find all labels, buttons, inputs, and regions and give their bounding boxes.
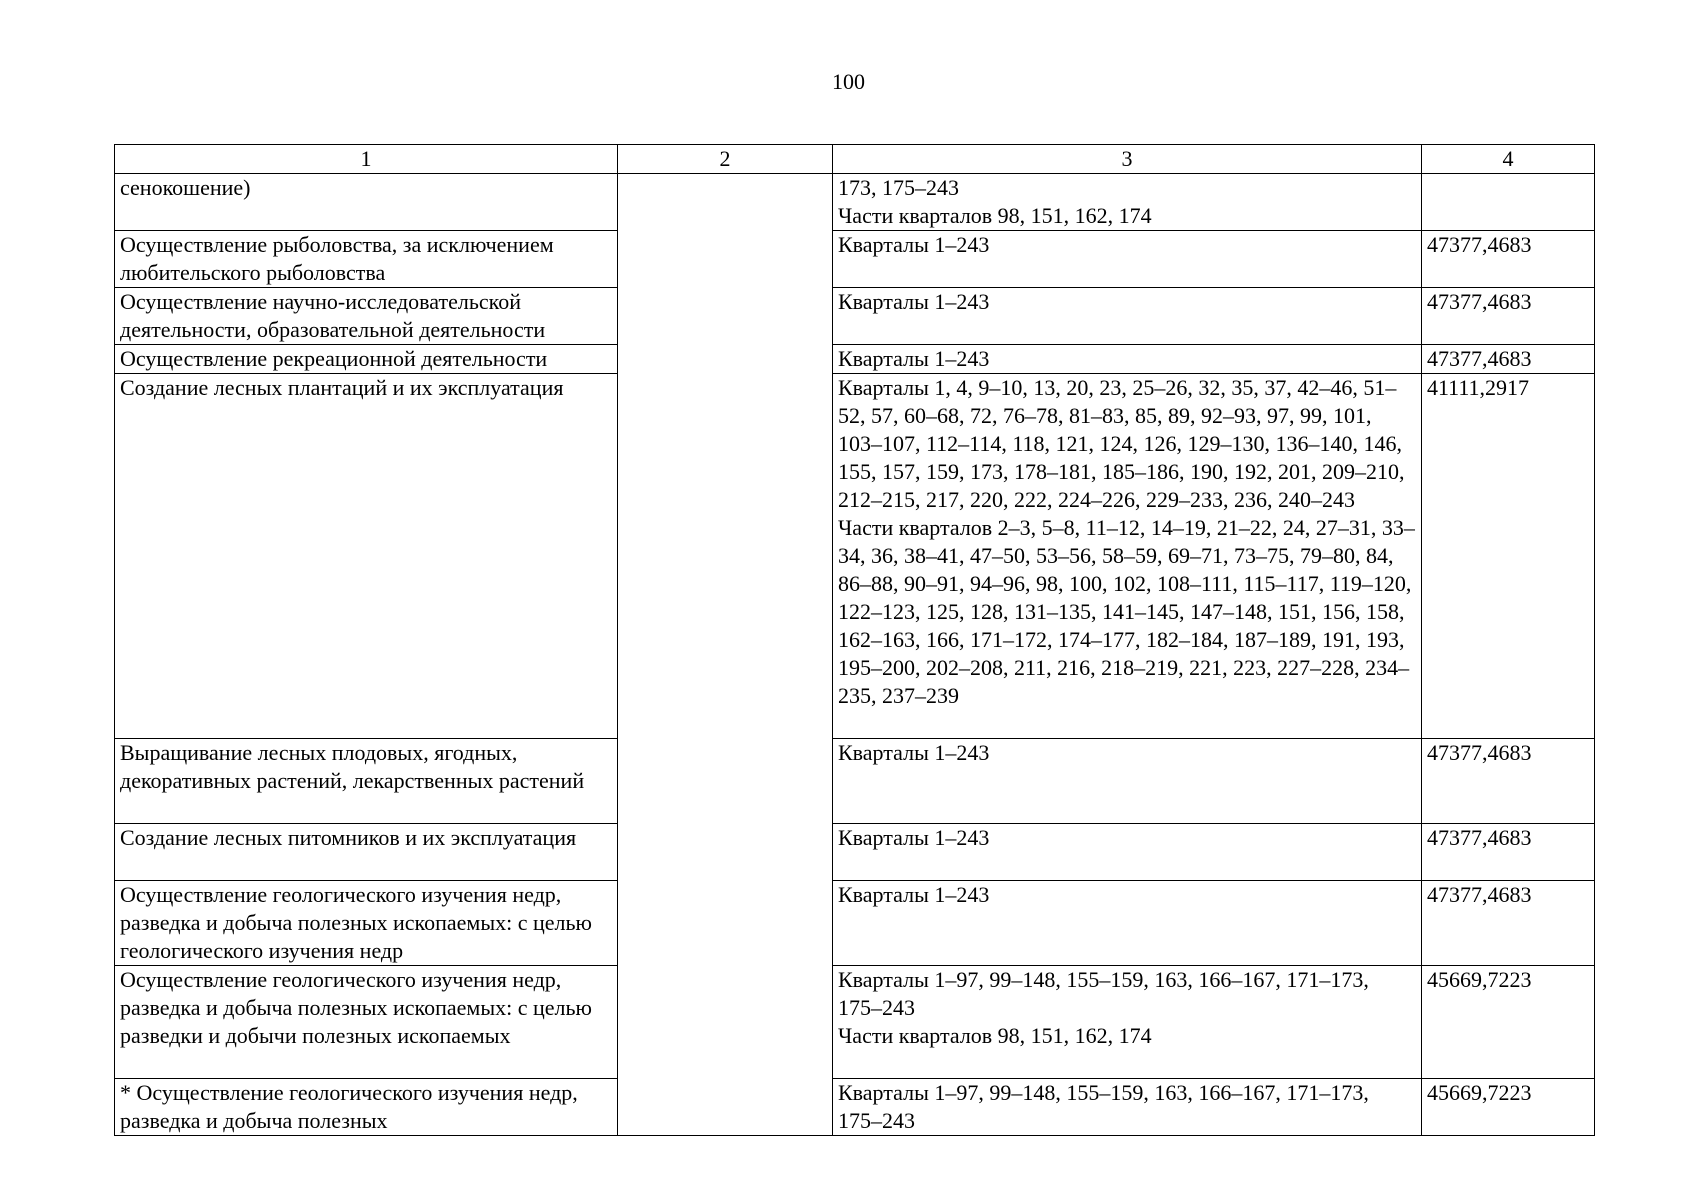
table-row (115, 966, 1595, 1079)
quarters-cell (833, 824, 1422, 881)
activity-cell (115, 174, 618, 231)
column-header-4: 4 (1422, 145, 1595, 174)
table-row (115, 231, 1595, 288)
area-cell (1422, 288, 1595, 345)
table-row (115, 174, 1595, 231)
quarters-text: Кварталы 1–243 (838, 289, 990, 314)
column-header-3: 3 (833, 145, 1422, 174)
activity-text: Выращивание лесных плодовых, ягодных, декоративных растений, лекарственных растений (120, 740, 585, 793)
quarters-cell (833, 288, 1422, 345)
forest-use-table (114, 144, 1595, 1136)
table-row (115, 345, 1595, 374)
table-row (115, 1079, 1595, 1136)
activity-cell (115, 345, 618, 374)
quarters-text: Кварталы 1–243 (838, 346, 990, 371)
page-number: 100 (832, 69, 865, 94)
area-cell (1422, 374, 1595, 739)
area-text: 45669,7223 (1427, 1080, 1532, 1105)
activity-cell (115, 231, 618, 288)
quarters-text: Кварталы 1–97, 99–148, 155–159, 163, 166–167, 171–173, 175–243 (838, 1080, 1369, 1133)
activity-text: * Осуществление геологического изучения недр, разведка и добыча полезных (120, 1080, 578, 1133)
area-cell (1422, 739, 1595, 824)
area-text: 47377,4683 (1427, 289, 1532, 314)
table-row (115, 288, 1595, 345)
activity-text: сенокошение) (120, 175, 251, 200)
quarters-text: Кварталы 1, 4, 9–10, 13, 20, 23, 25–26, 32, 35, 37, 42–46, 51–52, 57, 60–68, 72, 76–78, 81–83, 85, 89, 92–93, 97, 99, 101, 103–107, 112–114, 118, 121, 124, 126, 129–130, 136–140, 146, 155, 157, 159, 173, 178–181, 185–186, 190, 192, 201, 209–210, 212–215, 217, 220, 222, 224–226, 229–233, 236, 240–243 Части кварталов 2–3, 5–8, 11–12, 14–19, 21–22, 24, 27–31, 33–34, 36, 38–41, 47–50, 53–56, 58–59, 69–71, 73–75, 79–80, 84, 86–88, 90–91, 94–96, 98, 100, 102, 108–111, 115–117, 119–120, 122–123, 125, 128, 131–135, 141–145, 147–148, 151, 156, 158, 162–163, 166, 171–172, 174–177, 182–184, 187–189, 191, 193, 195–200, 202–208, 211, 216, 218–219, 221, 223, 227–228, 234–235, 237–239 (838, 375, 1415, 708)
quarters-cell (833, 881, 1422, 966)
area-text: 45669,7223 (1427, 967, 1532, 992)
area-text: 41111,2917 (1427, 375, 1530, 400)
table-row (115, 824, 1595, 881)
area-cell (1422, 174, 1595, 231)
area-text: 47377,4683 (1427, 346, 1532, 371)
quarters-cell (833, 739, 1422, 824)
column-header-1: 1 (115, 145, 618, 174)
quarters-cell (833, 345, 1422, 374)
activity-cell (115, 824, 618, 881)
activity-text: Осуществление геологического изучения недр, разведка и добыча полезных ископаемых: с целью геологического изучения недр (120, 882, 592, 963)
quarters-text: Кварталы 1–243 (838, 232, 990, 257)
activity-cell (115, 288, 618, 345)
area-cell (1422, 881, 1595, 966)
quarters-cell (833, 966, 1422, 1079)
quarters-cell (833, 374, 1422, 739)
area-text: 47377,4683 (1427, 882, 1532, 907)
activity-text: Осуществление рыболовства, за исключением любительского рыболовства (120, 232, 554, 285)
area-text: 47377,4683 (1427, 825, 1532, 850)
area-text: 47377,4683 (1427, 232, 1532, 257)
column-2-cell (618, 174, 833, 1136)
area-cell (1422, 231, 1595, 288)
quarters-cell (833, 174, 1422, 231)
activity-text: Создание лесных плантаций и их эксплуатация (120, 375, 564, 400)
area-cell (1422, 345, 1595, 374)
activity-cell (115, 1079, 618, 1136)
table-row (115, 374, 1595, 739)
quarters-text: Кварталы 1–243 (838, 825, 990, 850)
quarters-text: 173, 175–243 Части кварталов 98, 151, 162, 174 (838, 175, 1152, 228)
activity-text: Осуществление геологического изучения недр, разведка и добыча полезных ископаемых: с целью разведки и добычи полезных ископаемых (120, 967, 592, 1048)
activity-text: Создание лесных питомников и их эксплуатация (120, 825, 577, 850)
table-row (115, 739, 1595, 824)
quarters-text: Кварталы 1–243 (838, 740, 990, 765)
area-text: 47377,4683 (1427, 740, 1532, 765)
quarters-text: Кварталы 1–97, 99–148, 155–159, 163, 166–167, 171–173, 175–243 Части кварталов 98, 151, 162, 174 (838, 967, 1369, 1048)
table-row (115, 881, 1595, 966)
activity-text: Осуществление научно-исследовательской деятельности, образовательной деятельности (120, 289, 546, 342)
area-cell (1422, 966, 1595, 1079)
activity-cell (115, 739, 618, 824)
quarters-cell (833, 1079, 1422, 1136)
activity-cell (115, 966, 618, 1079)
table-header-row (115, 145, 1595, 174)
area-cell (1422, 824, 1595, 881)
activity-text: Осуществление рекреационной деятельности (120, 346, 548, 371)
activity-cell (115, 374, 618, 739)
column-header-2: 2 (618, 145, 833, 174)
quarters-cell (833, 231, 1422, 288)
area-cell (1422, 1079, 1595, 1136)
quarters-text: Кварталы 1–243 (838, 882, 990, 907)
activity-cell (115, 881, 618, 966)
